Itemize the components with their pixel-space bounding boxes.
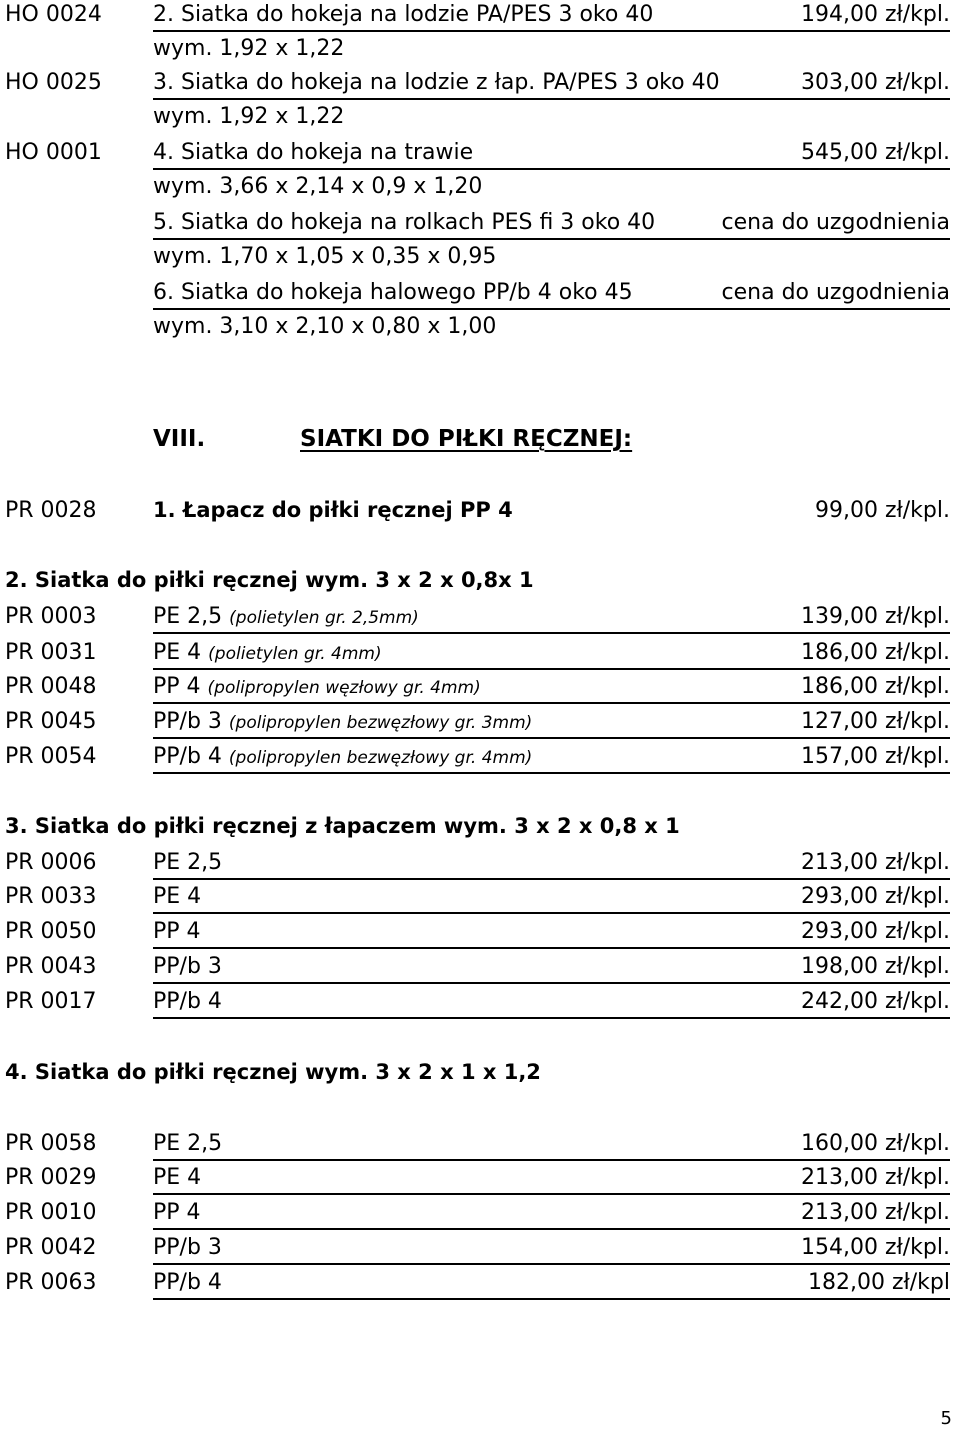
product-price: 186,00 zł/kpl. xyxy=(801,674,950,699)
underline-rule xyxy=(153,238,950,240)
product-description: 4. Siatka do hokeja na trawie xyxy=(153,140,474,165)
page-number: 5 xyxy=(940,1408,952,1429)
product-price: 213,00 zł/kpl. xyxy=(801,1165,950,1190)
product-code: PR 0054 xyxy=(5,744,97,769)
product-code: PR 0045 xyxy=(5,709,97,734)
material-note: (polipropylen węzłowy gr. 4mm) xyxy=(207,678,481,698)
product-material xyxy=(153,711,532,733)
product-material xyxy=(153,746,532,768)
group-title: 4. Siatka do piłki ręcznej wym. 3 x 2 x 1 x 1,2 xyxy=(5,1060,541,1084)
underline-rule xyxy=(153,632,950,634)
product-code: PR 0028 xyxy=(5,498,97,523)
product-price: 293,00 zł/kpl. xyxy=(801,919,950,944)
product-price: 213,00 zł/kpl. xyxy=(801,850,950,875)
material-note: (polipropylen bezwęzłowy gr. 4mm) xyxy=(228,748,533,768)
product-description: 2. Siatka do hokeja na lodzie PA/PES 3 oko 40 xyxy=(153,2,654,27)
product-code: PR 0006 xyxy=(5,850,97,875)
product-price: 186,00 zł/kpl. xyxy=(801,640,950,665)
product-price: 242,00 zł/kpl. xyxy=(801,989,950,1014)
product-code: PR 0029 xyxy=(5,1165,97,1190)
product-code: PR 0048 xyxy=(5,674,97,699)
product-code: PR 0050 xyxy=(5,919,97,944)
product-material: PP 4 xyxy=(153,919,201,944)
product-price: 198,00 zł/kpl. xyxy=(801,954,950,979)
underline-rule xyxy=(153,1159,950,1161)
product-description: 6. Siatka do hokeja halowego PP/b 4 oko 45 xyxy=(153,280,633,305)
product-description: 1. Łapacz do piłki ręcznej PP 4 xyxy=(153,498,513,522)
underline-rule xyxy=(153,737,950,739)
material-label: PP/b 4 xyxy=(153,744,222,769)
product-code: HO 0024 xyxy=(5,2,102,27)
underline-rule xyxy=(153,1263,950,1265)
underline-rule xyxy=(153,1298,950,1300)
product-dimensions: wym. 1,92 x 1,22 xyxy=(153,36,345,61)
product-code: PR 0010 xyxy=(5,1200,97,1225)
product-price: cena do uzgodnienia xyxy=(721,280,950,305)
product-price: cena do uzgodnienia xyxy=(721,210,950,235)
product-dimensions: wym. 1,70 x 1,05 x 0,35 x 0,95 xyxy=(153,244,497,269)
underline-rule xyxy=(153,1228,950,1230)
underline-rule xyxy=(153,308,950,310)
material-note: (polietylen gr. 4mm) xyxy=(208,644,382,664)
product-material: PP/b 3 xyxy=(153,954,222,979)
product-material: PE 2,5 xyxy=(153,850,223,875)
material-note: (polietylen gr. 2,5mm) xyxy=(229,608,419,628)
product-material: PP 4 xyxy=(153,1200,201,1225)
underline-rule xyxy=(153,98,950,100)
section-title: SIATKI DO PIŁKI RĘCZNEJ: xyxy=(300,426,633,452)
product-material: PE 4 xyxy=(153,884,202,909)
underline-rule xyxy=(153,947,950,949)
product-material: PE 2,5 xyxy=(153,1131,223,1156)
material-label: PP/b 3 xyxy=(153,709,222,734)
material-note: (polipropylen bezwęzłowy gr. 3mm) xyxy=(228,713,533,733)
product-code: PR 0033 xyxy=(5,884,97,909)
product-price: 182,00 zł/kpl xyxy=(807,1270,950,1295)
product-code: PR 0043 xyxy=(5,954,97,979)
underline-rule xyxy=(153,982,950,984)
product-code: PR 0058 xyxy=(5,1131,97,1156)
section-number: VIII. xyxy=(153,426,206,452)
product-price: 99,00 zł/kpl. xyxy=(815,498,950,523)
product-code: PR 0042 xyxy=(5,1235,97,1260)
group-title: 3. Siatka do piłki ręcznej z łapaczem wym. 3 x 2 x 0,8 x 1 xyxy=(5,814,680,838)
product-price: 154,00 zł/kpl. xyxy=(801,1235,950,1260)
product-material: PP/b 3 xyxy=(153,1235,222,1260)
product-code: PR 0063 xyxy=(5,1270,97,1295)
product-price: 293,00 zł/kpl. xyxy=(801,884,950,909)
underline-rule xyxy=(153,668,950,670)
product-price: 303,00 zł/kpl. xyxy=(801,70,950,95)
product-material xyxy=(153,642,382,664)
material-label: PE 4 xyxy=(153,640,202,665)
underline-rule xyxy=(153,168,950,170)
product-price: 157,00 zł/kpl. xyxy=(801,744,950,769)
product-price: 160,00 zł/kpl. xyxy=(801,1131,950,1156)
underline-rule xyxy=(153,912,950,914)
material-label: PE 2,5 xyxy=(153,604,223,629)
product-dimensions: wym. 1,92 x 1,22 xyxy=(153,104,345,129)
product-price: 194,00 zł/kpl. xyxy=(801,2,950,27)
product-code: PR 0003 xyxy=(5,604,97,629)
group-title: 2. Siatka do piłki ręcznej wym. 3 x 2 x 0,8x 1 xyxy=(5,568,534,592)
product-material: PP/b 4 xyxy=(153,1270,222,1295)
product-code: PR 0031 xyxy=(5,640,97,665)
product-price: 127,00 zł/kpl. xyxy=(801,709,950,734)
product-material: PE 4 xyxy=(153,1165,202,1190)
underline-rule xyxy=(153,878,950,880)
product-material xyxy=(153,676,481,698)
product-material: PP/b 4 xyxy=(153,989,222,1014)
product-dimensions: wym. 3,66 x 2,14 x 0,9 x 1,20 xyxy=(153,174,483,199)
product-material xyxy=(153,606,419,628)
underline-rule xyxy=(153,1193,950,1195)
product-price: 139,00 zł/kpl. xyxy=(801,604,950,629)
product-code: HO 0025 xyxy=(5,70,102,95)
material-label: PP 4 xyxy=(153,674,201,699)
product-price: 213,00 zł/kpl. xyxy=(801,1200,950,1225)
underline-rule xyxy=(153,702,950,704)
product-dimensions: wym. 3,10 x 2,10 x 0,80 x 1,00 xyxy=(153,314,497,339)
underline-rule xyxy=(153,772,950,774)
product-description: 5. Siatka do hokeja na rolkach PES fi 3 oko 40 xyxy=(153,210,656,235)
underline-rule xyxy=(153,30,950,32)
product-description: 3. Siatka do hokeja na lodzie z łap. PA/PES 3 oko 40 xyxy=(153,70,720,95)
product-code: HO 0001 xyxy=(5,140,102,165)
underline-rule xyxy=(153,1017,950,1019)
product-code: PR 0017 xyxy=(5,989,97,1014)
product-price: 545,00 zł/kpl. xyxy=(801,140,950,165)
